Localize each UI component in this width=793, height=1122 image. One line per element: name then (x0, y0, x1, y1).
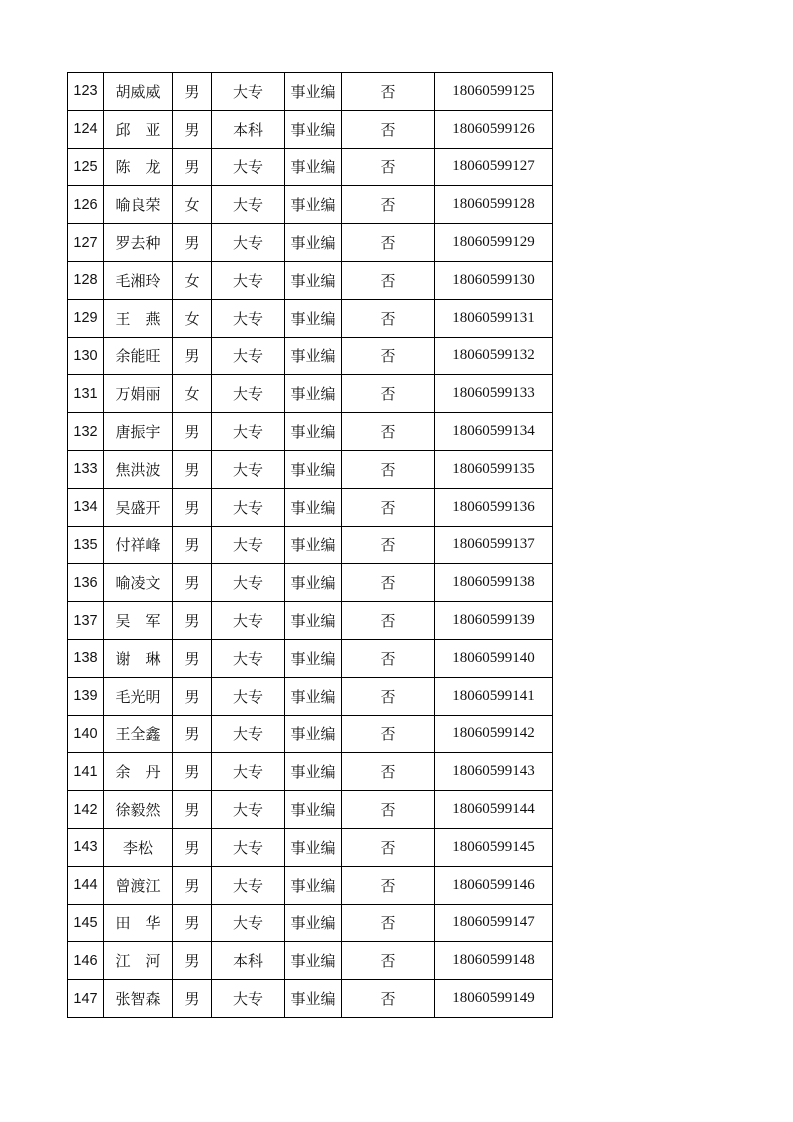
gender-cell: 男 (173, 904, 212, 942)
gender-cell: 女 (173, 186, 212, 224)
name-cell: 喻凌文 (104, 564, 173, 602)
table-row (68, 753, 553, 791)
table-row (68, 564, 553, 602)
row-number-cell: 142 (68, 791, 104, 829)
education-cell: 本科 (212, 942, 285, 980)
row-number-cell: 145 (68, 904, 104, 942)
phone-cell: 18060599138 (435, 564, 553, 602)
status-cell: 否 (342, 186, 435, 224)
phone-cell: 18060599139 (435, 602, 553, 640)
staff-type-cell: 事业编 (285, 866, 342, 904)
phone-cell: 18060599129 (435, 224, 553, 262)
name-cell: 吴 军 (104, 602, 173, 640)
name-cell: 田 华 (104, 904, 173, 942)
gender-cell: 男 (173, 980, 212, 1018)
row-number-cell: 130 (68, 337, 104, 375)
phone-cell: 18060599142 (435, 715, 553, 753)
staff-type-cell: 事业编 (285, 564, 342, 602)
staff-type-cell: 事业编 (285, 261, 342, 299)
gender-cell: 男 (173, 602, 212, 640)
education-cell: 大专 (212, 224, 285, 262)
status-cell: 否 (342, 564, 435, 602)
staff-type-cell: 事业编 (285, 73, 342, 111)
gender-cell: 男 (173, 526, 212, 564)
staff-type-cell: 事业编 (285, 526, 342, 564)
name-cell: 王 燕 (104, 299, 173, 337)
staff-type-cell: 事业编 (285, 791, 342, 829)
table-row (68, 677, 553, 715)
gender-cell: 男 (173, 715, 212, 753)
staff-type-cell: 事业编 (285, 110, 342, 148)
status-cell: 否 (342, 753, 435, 791)
table-row (68, 375, 553, 413)
phone-cell: 18060599134 (435, 413, 553, 451)
table-row (68, 526, 553, 564)
name-cell: 陈 龙 (104, 148, 173, 186)
phone-cell: 18060599146 (435, 866, 553, 904)
row-number-cell: 147 (68, 980, 104, 1018)
gender-cell: 男 (173, 791, 212, 829)
row-number-cell: 141 (68, 753, 104, 791)
row-number-cell: 143 (68, 828, 104, 866)
gender-cell: 男 (173, 337, 212, 375)
education-cell: 大专 (212, 715, 285, 753)
table-row (68, 186, 553, 224)
education-cell: 大专 (212, 526, 285, 564)
name-cell: 江 河 (104, 942, 173, 980)
table-row (68, 110, 553, 148)
phone-cell: 18060599132 (435, 337, 553, 375)
education-cell: 大专 (212, 488, 285, 526)
staff-type-cell: 事业编 (285, 488, 342, 526)
staff-type-cell: 事业编 (285, 299, 342, 337)
gender-cell: 男 (173, 73, 212, 111)
education-cell: 本科 (212, 110, 285, 148)
phone-cell: 18060599144 (435, 791, 553, 829)
name-cell: 王全鑫 (104, 715, 173, 753)
table-row (68, 488, 553, 526)
status-cell: 否 (342, 73, 435, 111)
table-row (68, 904, 553, 942)
status-cell: 否 (342, 110, 435, 148)
row-number-cell: 135 (68, 526, 104, 564)
status-cell: 否 (342, 299, 435, 337)
status-cell: 否 (342, 526, 435, 564)
gender-cell: 男 (173, 677, 212, 715)
gender-cell: 女 (173, 299, 212, 337)
name-cell: 喻良荣 (104, 186, 173, 224)
status-cell: 否 (342, 639, 435, 677)
table-row (68, 980, 553, 1018)
name-cell: 焦洪波 (104, 450, 173, 488)
education-cell: 大专 (212, 186, 285, 224)
name-cell: 付祥峰 (104, 526, 173, 564)
status-cell: 否 (342, 261, 435, 299)
education-cell: 大专 (212, 677, 285, 715)
roster-table (67, 72, 553, 1018)
status-cell: 否 (342, 602, 435, 640)
row-number-cell: 146 (68, 942, 104, 980)
phone-cell: 18060599148 (435, 942, 553, 980)
gender-cell: 男 (173, 828, 212, 866)
gender-cell: 男 (173, 110, 212, 148)
row-number-cell: 132 (68, 413, 104, 451)
education-cell: 大专 (212, 602, 285, 640)
staff-type-cell: 事业编 (285, 602, 342, 640)
education-cell: 大专 (212, 299, 285, 337)
education-cell: 大专 (212, 828, 285, 866)
table-row (68, 299, 553, 337)
education-cell: 大专 (212, 450, 285, 488)
phone-cell: 18060599135 (435, 450, 553, 488)
status-cell: 否 (342, 337, 435, 375)
name-cell: 余能旺 (104, 337, 173, 375)
phone-cell: 18060599131 (435, 299, 553, 337)
status-cell: 否 (342, 148, 435, 186)
name-cell: 邱 亚 (104, 110, 173, 148)
staff-type-cell: 事业编 (285, 980, 342, 1018)
row-number-cell: 124 (68, 110, 104, 148)
status-cell: 否 (342, 375, 435, 413)
table-row (68, 73, 553, 111)
phone-cell: 18060599126 (435, 110, 553, 148)
staff-type-cell: 事业编 (285, 148, 342, 186)
gender-cell: 男 (173, 224, 212, 262)
row-number-cell: 138 (68, 639, 104, 677)
table-row (68, 715, 553, 753)
staff-type-cell: 事业编 (285, 904, 342, 942)
gender-cell: 女 (173, 261, 212, 299)
gender-cell: 男 (173, 942, 212, 980)
row-number-cell: 133 (68, 450, 104, 488)
education-cell: 大专 (212, 639, 285, 677)
row-number-cell: 144 (68, 866, 104, 904)
education-cell: 大专 (212, 73, 285, 111)
education-cell: 大专 (212, 375, 285, 413)
row-number-cell: 140 (68, 715, 104, 753)
status-cell: 否 (342, 904, 435, 942)
status-cell: 否 (342, 866, 435, 904)
status-cell: 否 (342, 980, 435, 1018)
status-cell: 否 (342, 488, 435, 526)
status-cell: 否 (342, 450, 435, 488)
status-cell: 否 (342, 413, 435, 451)
staff-type-cell: 事业编 (285, 942, 342, 980)
education-cell: 大专 (212, 753, 285, 791)
education-cell: 大专 (212, 261, 285, 299)
phone-cell: 18060599143 (435, 753, 553, 791)
table-row (68, 791, 553, 829)
phone-cell: 18060599130 (435, 261, 553, 299)
name-cell: 吴盛开 (104, 488, 173, 526)
staff-type-cell: 事业编 (285, 413, 342, 451)
row-number-cell: 126 (68, 186, 104, 224)
staff-type-cell: 事业编 (285, 753, 342, 791)
row-number-cell: 136 (68, 564, 104, 602)
education-cell: 大专 (212, 980, 285, 1018)
phone-cell: 18060599149 (435, 980, 553, 1018)
staff-type-cell: 事业编 (285, 337, 342, 375)
roster-table-body (68, 73, 553, 1018)
gender-cell: 女 (173, 375, 212, 413)
row-number-cell: 123 (68, 73, 104, 111)
gender-cell: 男 (173, 753, 212, 791)
staff-type-cell: 事业编 (285, 186, 342, 224)
row-number-cell: 139 (68, 677, 104, 715)
name-cell: 李松 (104, 828, 173, 866)
name-cell: 毛湘玲 (104, 261, 173, 299)
status-cell: 否 (342, 791, 435, 829)
table-row (68, 224, 553, 262)
staff-type-cell: 事业编 (285, 828, 342, 866)
staff-type-cell: 事业编 (285, 224, 342, 262)
education-cell: 大专 (212, 148, 285, 186)
staff-type-cell: 事业编 (285, 450, 342, 488)
table-row (68, 866, 553, 904)
education-cell: 大专 (212, 413, 285, 451)
education-cell: 大专 (212, 904, 285, 942)
table-row (68, 261, 553, 299)
name-cell: 谢 琳 (104, 639, 173, 677)
gender-cell: 男 (173, 148, 212, 186)
status-cell: 否 (342, 677, 435, 715)
name-cell: 毛光明 (104, 677, 173, 715)
staff-type-cell: 事业编 (285, 639, 342, 677)
name-cell: 唐振宇 (104, 413, 173, 451)
education-cell: 大专 (212, 564, 285, 602)
table-row (68, 450, 553, 488)
name-cell: 张智森 (104, 980, 173, 1018)
phone-cell: 18060599125 (435, 73, 553, 111)
staff-type-cell: 事业编 (285, 715, 342, 753)
table-row (68, 639, 553, 677)
table-row (68, 602, 553, 640)
row-number-cell: 127 (68, 224, 104, 262)
row-number-cell: 137 (68, 602, 104, 640)
education-cell: 大专 (212, 337, 285, 375)
phone-cell: 18060599141 (435, 677, 553, 715)
staff-type-cell: 事业编 (285, 677, 342, 715)
name-cell: 罗去种 (104, 224, 173, 262)
status-cell: 否 (342, 828, 435, 866)
phone-cell: 18060599137 (435, 526, 553, 564)
gender-cell: 男 (173, 639, 212, 677)
status-cell: 否 (342, 942, 435, 980)
phone-cell: 18060599140 (435, 639, 553, 677)
row-number-cell: 131 (68, 375, 104, 413)
name-cell: 胡威威 (104, 73, 173, 111)
gender-cell: 男 (173, 564, 212, 602)
phone-cell: 18060599136 (435, 488, 553, 526)
phone-cell: 18060599147 (435, 904, 553, 942)
table-row (68, 337, 553, 375)
table-row (68, 413, 553, 451)
row-number-cell: 129 (68, 299, 104, 337)
education-cell: 大专 (212, 791, 285, 829)
gender-cell: 男 (173, 866, 212, 904)
gender-cell: 男 (173, 488, 212, 526)
status-cell: 否 (342, 224, 435, 262)
row-number-cell: 128 (68, 261, 104, 299)
table-row (68, 148, 553, 186)
name-cell: 曾渡江 (104, 866, 173, 904)
name-cell: 余 丹 (104, 753, 173, 791)
name-cell: 徐毅然 (104, 791, 173, 829)
staff-type-cell: 事业编 (285, 375, 342, 413)
gender-cell: 男 (173, 413, 212, 451)
row-number-cell: 134 (68, 488, 104, 526)
phone-cell: 18060599127 (435, 148, 553, 186)
status-cell: 否 (342, 715, 435, 753)
table-row (68, 942, 553, 980)
row-number-cell: 125 (68, 148, 104, 186)
phone-cell: 18060599145 (435, 828, 553, 866)
education-cell: 大专 (212, 866, 285, 904)
phone-cell: 18060599128 (435, 186, 553, 224)
gender-cell: 男 (173, 450, 212, 488)
name-cell: 万娟丽 (104, 375, 173, 413)
table-row (68, 828, 553, 866)
phone-cell: 18060599133 (435, 375, 553, 413)
